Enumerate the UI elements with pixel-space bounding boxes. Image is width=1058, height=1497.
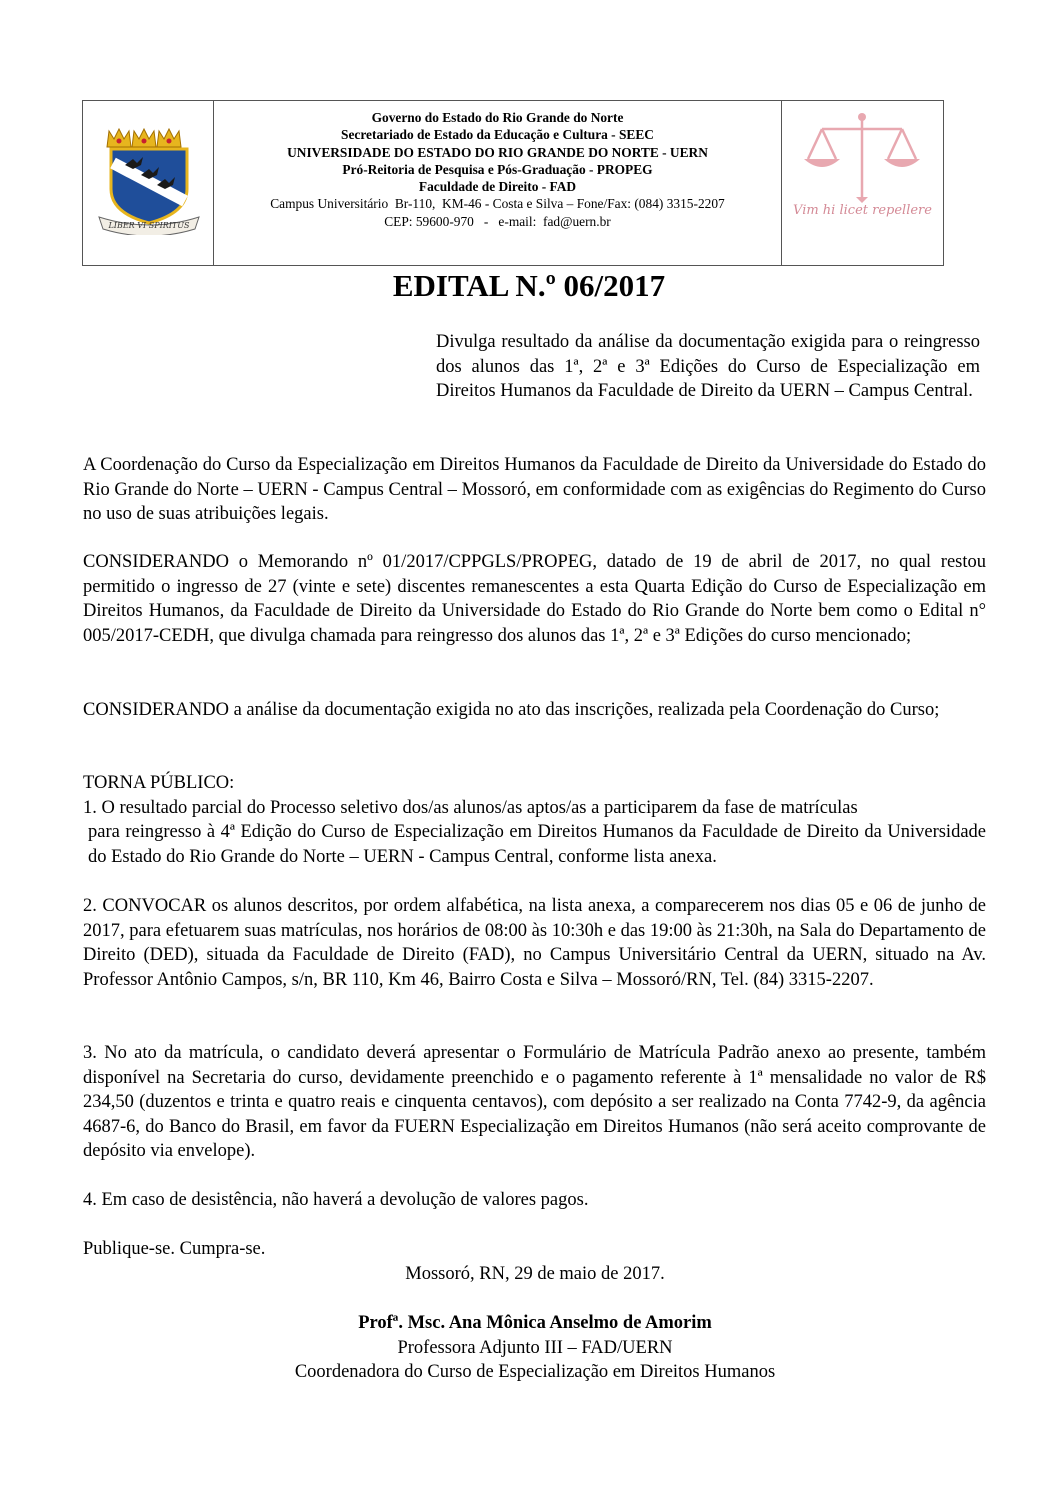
item-1-first-line: 1. O resultado parcial do Processo seletivo dos/as alunos/as aptos/as a participarem da fase de matrículas xyxy=(83,798,858,818)
law-faculty-motto: Vim hi licet repellere xyxy=(793,203,932,218)
item-2-paragraph: 2. CONVOCAR os alunos descritos, por ordem alfabética, na lista anexa, a comparecerem nos dias 05 e 06 de junho de 2017, para efetuarem suas matrículas, nos horários de 08:00 às 10:30h e das 19:00 às 21:30h, na Sala do Departamento de Direito (DED), situada da Faculdade de Direito (FAD), no Campus Universitário Central da UERN, situado na Av. Professor Antônio Campos, s/n, BR 110, Km 46, Bairro Costa e Silva – Mossoró/RN, Tel. (84) 3315-2207. xyxy=(83,896,986,990)
edital-summary: Divulga resultado da análise da documentação exigida para o reingresso dos alunos das 1ª, 2ª e 3ª Edições do Curso de Especialização em Direitos Humanos da Faculdade de Direito da UERN – Campus Central. xyxy=(436,332,980,401)
signature-role: Coordenadora do Curso de Especialização em Direitos Humanos xyxy=(294,1362,776,1382)
signature-name: Profª. Msc. Ana Mônica Anselmo de Amorim xyxy=(358,1313,712,1333)
header-line-cep-email: CEP: 59600-970 - e-mail: fad@uern.br xyxy=(384,213,611,229)
torna-publico-heading: TORNA PÚBLICO: xyxy=(83,773,235,793)
signature-position: Professora Adjunto III – FAD/UERN xyxy=(397,1338,673,1358)
svg-text:LIBER VI SPIRITUS: LIBER VI SPIRITUS xyxy=(108,221,190,230)
considerando-2-paragraph: CONSIDERANDO a análise da documentação exigida no ato das inscrições, realizada pela Coordenação do Curso; xyxy=(83,700,940,720)
edital-title: EDITAL N.º 06/2017 xyxy=(392,268,666,303)
uern-crest-logo xyxy=(97,119,201,235)
considerando-1-paragraph: CONSIDERANDO o Memorando nº 01/2017/CPPGLS/PROPEG, datado de 19 de abril de 2017, no qual restou permitido o ingresso de 27 (vinte e sete) discentes remanescentes a esta Quarta Edição do Curso de Especialização em Direitos Humanos, da Faculdade de Direito da Universidade do Estado do Rio Grande do Norte bem como o Edital n° 005/2017-CEDH, que divulga chamada para reingresso dos alunos das 1ª, 2ª e 3ª Edições do curso mencionado; xyxy=(83,552,986,646)
header-line-faculty: Faculdade de Direito - FAD xyxy=(418,179,577,195)
header-line-propeg: Pró-Reitoria de Pesquisa e Pós-Graduação - PROPEG xyxy=(342,161,653,177)
uern-logo-cell xyxy=(83,101,214,265)
date-line: Mossoró, RN, 29 de maio de 2017. xyxy=(405,1264,665,1284)
crowns xyxy=(107,129,181,147)
intro-paragraph: A Coordenação do Curso da Especialização em Direitos Humanos da Faculdade de Direito da Universidade do Estado do Rio Grande do Norte – UERN - Campus Central – Mossoró, em conformidade com as exigências do Regimento do Curso no uso de suas atribuições legais. xyxy=(83,455,986,524)
header-line-government: Governo do Estado do Rio Grande do Norte xyxy=(371,110,624,125)
item-4-paragraph: 4. Em caso de desistência, não haverá a devolução de valores pagos. xyxy=(83,1190,589,1210)
letterhead xyxy=(82,100,944,266)
header-line-address: Campus Universitário Br-110, KM-46 - Costa e Silva – Fone/Fax: (084) 3315-2207 xyxy=(270,196,725,212)
header-line-secretariat: Secretariado de Estado da Educação e Cultura - SEEC xyxy=(341,127,654,143)
law-faculty-logo-cell xyxy=(781,101,943,265)
item-1-paragraph: para reingresso à 4ª Edição do Curso de Especialização em Direitos Humanos da Faculdade de Direito da Universidade do Estado do Rio Grande do Norte – UERN - Campus Central, conforme lista anexa. xyxy=(88,822,986,867)
header-line-university: UNIVERSIDADE DO ESTADO DO RIO GRANDE DO NORTE - UERN xyxy=(287,144,708,160)
closing-line: Publique-se. Cumpra-se. xyxy=(83,1239,266,1259)
letterhead-text xyxy=(214,101,781,265)
item-3-paragraph: 3. No ato da matrícula, o candidato deverá apresentar o Formulário de Matrícula Padrão anexo ao presente, também disponível na Secretaria do curso, devidamente preenchido e o pagamento referente à 1ª mensalidade no valor de R$ 234,50 (duzentos e trinta e quatro reais e cinquenta centavos), com depósito a ser realizado na Conta 7742-9, da agência 4687-6, do Banco do Brasil, em favor da FUERN Especialização em Direitos Humanos (não será aceito comprovante de depósito via envelope). xyxy=(83,1043,986,1161)
scales-of-justice-icon xyxy=(800,111,925,203)
